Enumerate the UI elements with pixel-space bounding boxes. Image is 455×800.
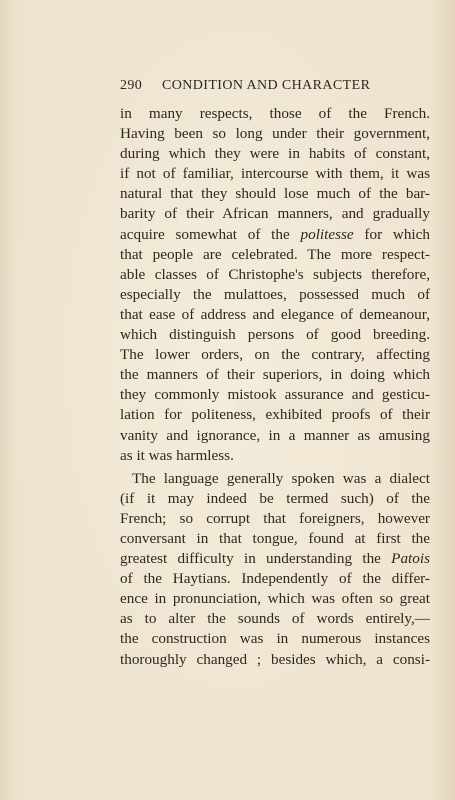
text-line: able classes of Christophe's subjects therefore, <box>120 265 430 283</box>
text-line: that people are celebrated. The more respect- <box>120 245 430 263</box>
text-line: of the Haytians. Independently of the differ- <box>120 570 430 588</box>
paragraph-2 <box>120 469 430 670</box>
text-line: vanity and ignorance, in a manner as amusing <box>120 426 430 444</box>
paragraph-1 <box>120 104 430 466</box>
text-line: especially the mulattoes, possessed much of <box>120 285 430 303</box>
text-line: greatest difficulty in understanding the Patois <box>120 550 430 568</box>
text-line: in many respects, those of the French. <box>120 105 430 122</box>
italic-term: politesse <box>300 225 354 243</box>
text-line: as it was harmless. <box>120 446 234 464</box>
running-title: CONDITION AND CHARACTER <box>162 78 371 93</box>
body-text <box>120 104 430 670</box>
text-line: The language generally spoken was a dialect <box>132 469 430 487</box>
text-line: The lower orders, on the contrary, affecting <box>120 346 430 364</box>
italic-term: Patois <box>391 550 430 568</box>
text-line: the manners of their superiors, in doing which <box>120 366 430 384</box>
text-line: if not of familiar, intercourse with them, it was <box>120 165 430 183</box>
text-line: conversant in that tongue, found at first the <box>120 529 430 547</box>
text-line: French; so corrupt that foreigners, however <box>120 509 430 527</box>
text-line: acquire somewhat of the politesse for which <box>120 225 430 243</box>
text-line: as to alter the sounds of words entirely,— <box>120 610 430 628</box>
text-line: Having been so long under their government, <box>120 125 430 143</box>
text-line: lation for politeness, exhibited proofs of their <box>120 406 430 424</box>
text-line: (if it may indeed be termed such) of the <box>120 489 430 507</box>
page-number: 290 <box>120 78 143 93</box>
running-head <box>120 78 430 98</box>
text-line: natural that they should lose much of the bar- <box>120 185 430 203</box>
text-line: which distinguish persons of good breeding. <box>120 326 430 344</box>
text-line: ence in pronunciation, which was often so great <box>120 590 430 608</box>
text-line: they commonly mistook assurance and gesticu- <box>120 386 430 404</box>
text-line: barity of their African manners, and gradually <box>120 205 430 223</box>
text-line: that ease of address and elegance of demeanour, <box>120 305 430 323</box>
text-line: during which they were in habits of constant, <box>120 145 430 163</box>
text-line: the construction was in numerous instances <box>120 630 430 648</box>
text-line: thoroughly changed ; besides which, a consi- <box>120 650 430 668</box>
